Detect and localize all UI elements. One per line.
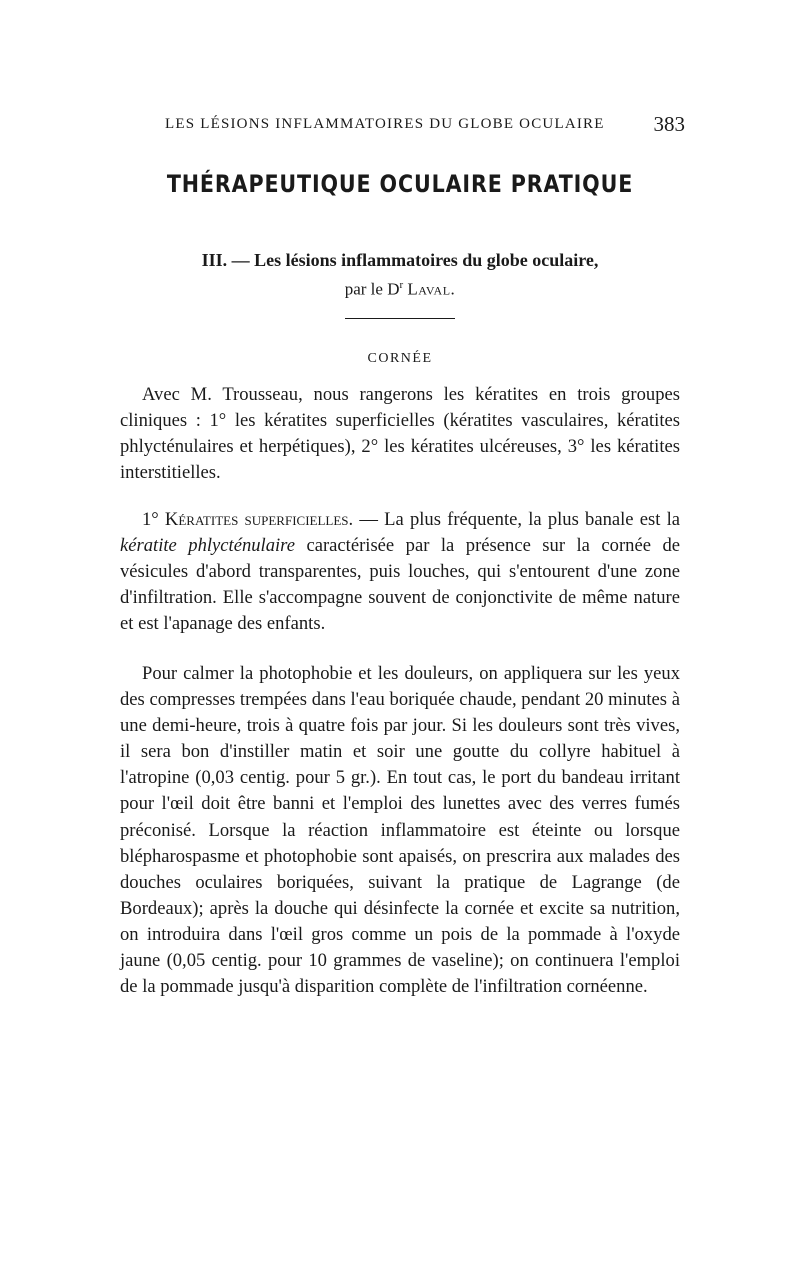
paragraph-text: Avec M. Trousseau, nous rangerons les kératites en trois groupes cliniques : 1° les kératites superficielles (kératites vasculaires, kératites phlycténulaires et herpétiques), 2° les kératites ulcéreuses, 3° les kératites interstitielles.: [120, 384, 680, 484]
main-title: THÉRAPEUTIQUE OCULAIRE PRATIQUE: [166, 170, 634, 198]
byline-prefix: par le D: [344, 279, 400, 299]
page-number: 383: [653, 112, 685, 136]
paragraph-intro: [120, 382, 680, 486]
section-heading: CORNÉE: [367, 351, 433, 366]
author-name: Laval.: [407, 279, 456, 299]
paragraph-treatment: [120, 661, 680, 1000]
text-run: caractérisée par la présence sur la cornée de vésicules d'abord transparentes, puis louches, qui s'entourent d'une zone d'infiltration. Elle s'accompagne souvent de conjonctivite de même nature et est l'apanage des enfants.: [120, 535, 680, 635]
paragraph-superficial-keratitis: [120, 507, 680, 637]
running-head-title: LES LÉSIONS INFLAMMATOIRES DU GLOBE OCULAIRE: [165, 116, 605, 132]
byline-superscript: r: [399, 279, 404, 291]
subsection-heading: 1° Kératites superficielles.: [142, 509, 354, 530]
byline: [0, 279, 800, 300]
article-title: III. — Les lésions inflammatoires du globe oculaire,: [201, 250, 599, 270]
paragraph-text: [120, 507, 680, 637]
emphasized-term: kératite phlycténulaire: [120, 535, 295, 557]
text-run: — La plus fréquente, la plus banale est la: [353, 509, 681, 530]
paragraph-text: Pour calmer la photophobie et les douleurs, on appliquera sur les yeux des compresses trempées dans l'eau boriquée chaude, pendant 20 minutes à une demi-heure, trois à quatre fois par jour. Si les douleurs sont très vives, il sera bon d'instiller matin et soir une goutte du collyre habituel à l'atropine (0,03 centig. pour 5 gr.). En tout cas, le port du bandeau irritant pour l'œil doit être banni et l'emploi des lunettes avec des verres fumés préconisé. Lorsque la réaction inflammatoire est éteinte ou lorsque blépharospasme et photophobie sont apaisés, on prescrira aux malades des douches oculaires boriquées, suivant la pratique de Lagrange (de Bordeaux); après la douche qui désinfecte la cornée et excite sa nutrition, on introduira dans l'œil gros comme un pois de la pommade à l'oxyde jaune (0,05 centig. pour 10 grammes de vaseline); on continuera l'emploi de la pommade jusqu'à disparition complète de l'infiltration cornéenne.: [120, 663, 680, 998]
title-divider: [345, 318, 455, 319]
running-head: [165, 112, 685, 136]
